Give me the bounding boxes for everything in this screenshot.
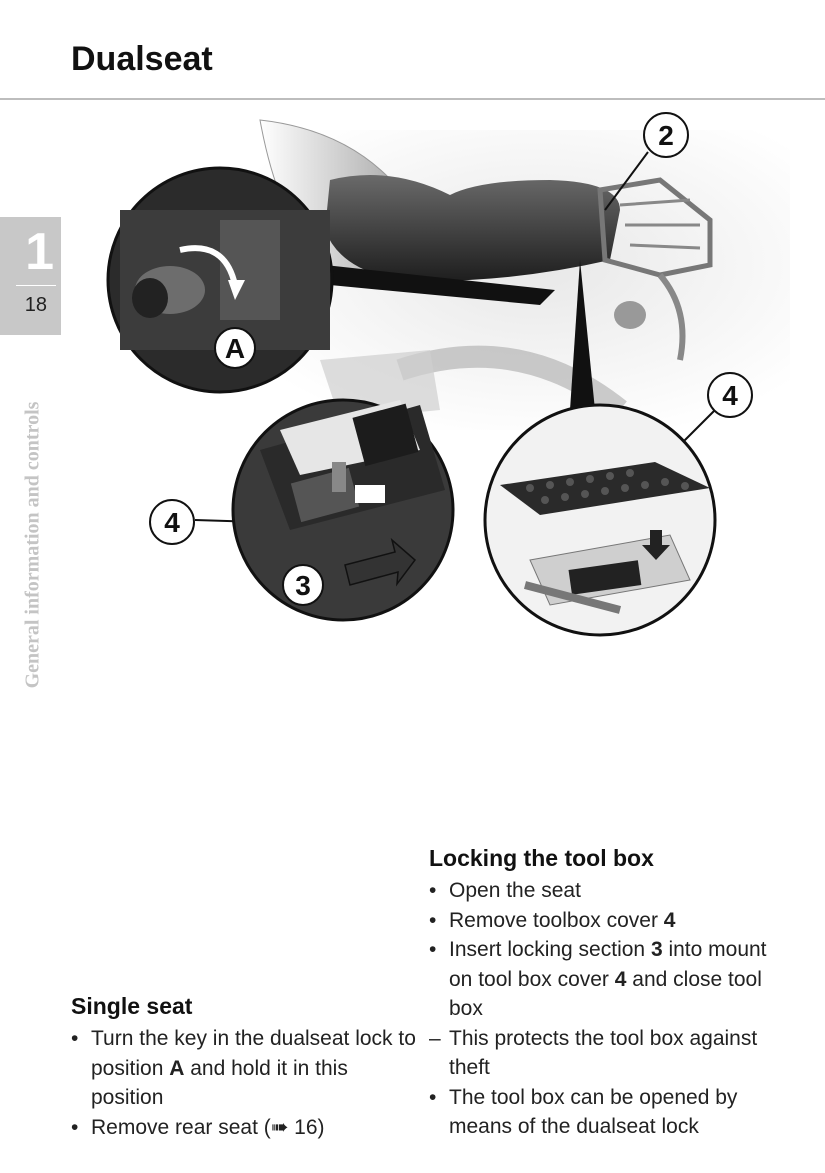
locking-tool-box-heading: Locking the tool box [429,845,654,871]
bullet-mark: • [71,1115,79,1139]
step-bold: 3 [650,938,663,961]
toolbox-cover-inset [233,400,453,620]
list-item [71,1024,416,1113]
step-bold: 4 [663,908,676,932]
list-item [429,1083,789,1142]
step-text: into mount on tool box cover [449,938,767,991]
chapter-divider [16,285,56,286]
step-bold: A [169,1056,185,1080]
step-text: Remove rear seat (➠ 16) [91,1115,325,1139]
callout-4-right-label: 4 [722,380,738,411]
bullet-mark: • [429,938,437,961]
step-text: and hold it in this position [91,1056,348,1109]
callout-4-left-label: 4 [164,507,180,538]
list-item [429,1024,789,1083]
bullet-mark: • [429,879,437,902]
callout-4-left [150,500,194,544]
callout-a-label: A [224,333,246,364]
callout-3 [283,565,323,605]
list-item [71,1113,416,1143]
locking-tool-box-section [429,845,789,1142]
bullet-mark: • [429,908,437,932]
step-text: Insert locking section [449,938,651,961]
title-divider [0,98,825,100]
list-item [429,935,789,1024]
single-seat-steps [71,1024,416,1142]
toolbox-open-inset [485,405,715,635]
step-bold: 4 [614,967,627,991]
callout-3-label: 3 [295,570,311,601]
chapter-side-label: General information and controls [21,401,44,689]
callout-a [215,328,255,368]
step-text: and close tool box [449,967,762,1020]
dualseat-illustration [100,110,800,640]
step-text: The tool box can be opened by means of the dualseat lock [449,1085,738,1138]
callout-4-right [708,373,752,417]
callout-2 [644,113,688,157]
callout-2-label: 2 [658,120,674,151]
page-number: 18 [24,294,47,316]
step-text: This protects the tool box against theft [449,1026,758,1079]
step-text: Remove toolbox cover [449,908,664,932]
dash-mark: – [429,1026,441,1050]
locking-tool-box-steps [429,876,789,1142]
bullet-mark: • [71,1027,79,1050]
list-item [429,876,789,906]
page-title: Dualseat [71,40,213,78]
step-text: Turn the key in the dualseat lock to position [91,1027,416,1080]
bullet-mark: • [429,1085,437,1109]
step-text: Open the seat [449,879,581,902]
list-item [429,906,789,936]
single-seat-section [71,993,416,1142]
chapter-number: 1 [25,223,54,281]
single-seat-heading: Single seat [71,993,193,1019]
